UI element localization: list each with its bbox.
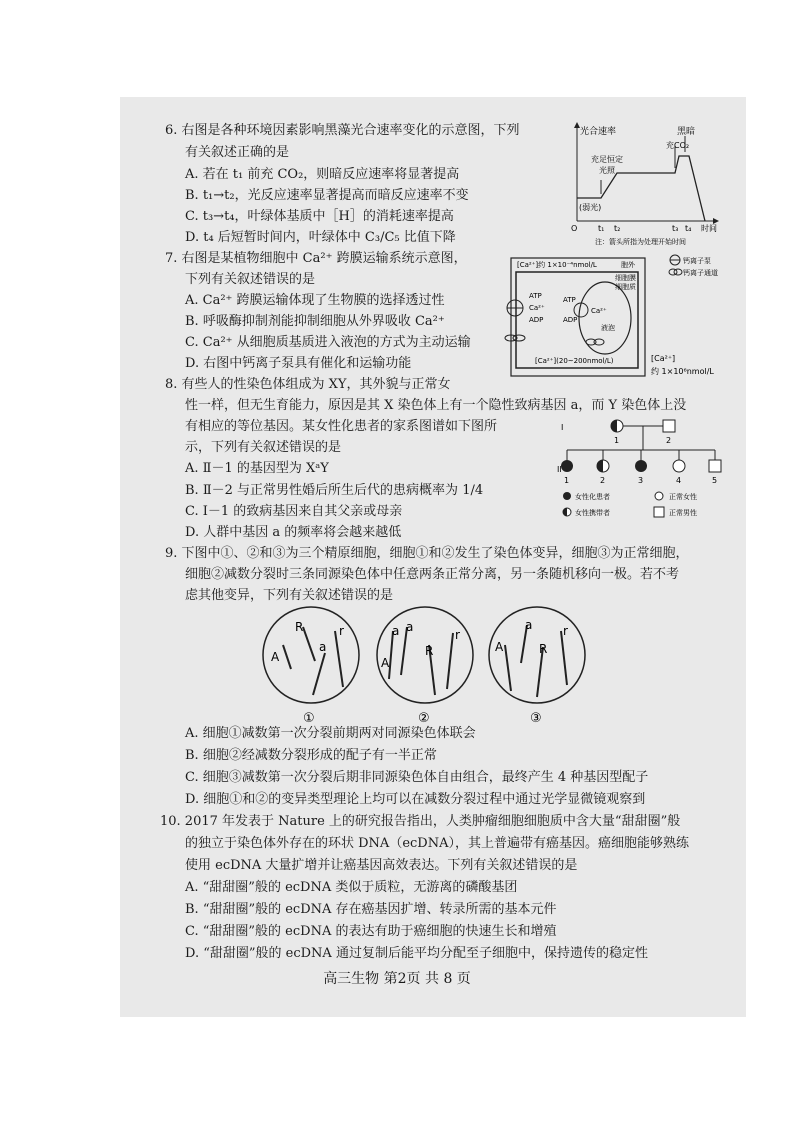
q8-stem-line3: 有相应的等位基因。某女性化患者的家系图谱如下图所 (185, 419, 498, 434)
q9-c2-a2: a (406, 620, 414, 634)
q6-co2-label: 充CO₂ (666, 141, 690, 150)
q9-c1-a: a (319, 640, 327, 654)
q8-legend-patient: 女性化患者 (575, 493, 610, 501)
q9-stem-line1: 9. 下图中①、②和③为三个精原细胞，细胞①和②发生了染色体变异，细胞③为正常细胞， (165, 546, 689, 561)
q9-c3-r: r (563, 624, 568, 638)
q8-stem-line1: 8. 有些人的性染色体组成为 XY，其外貌与正常女 (165, 377, 451, 392)
q7-membrane-label: 细胞膜 (615, 274, 636, 282)
q9-c2-r: r (455, 628, 460, 642)
q10-option-c: C. “甜甜圈”般的 ecDNA 的表达有助于癌细胞的快速生长和增殖 (185, 924, 557, 939)
q7-legend-pump: 钙离子泵 (683, 257, 711, 265)
q6-origin: O (571, 224, 578, 233)
q9-c2-A: A (381, 656, 390, 670)
q7-cytoplasm-label: 细胞质 (615, 283, 636, 291)
q6-note: 注：箭头所指为处理开始时间 (595, 238, 686, 246)
q10-option-b: B. “甜甜圈”般的 ecDNA 存在癌基因扩增、转录所需的基本元件 (185, 902, 557, 917)
q8-pedigree (555, 416, 735, 522)
q6-option-d: D. t₄ 后短暂时间内，叶绿体中 C₃/C₅ 比值下降 (185, 230, 456, 245)
q8-gen-2: II (557, 465, 562, 474)
q6-stem-line1: 6. 右图是各种环境因素影响黑藻光合速率变化的示意图，下列 (165, 123, 520, 138)
q6-stem-line2: 有关叙述正确的是 (185, 145, 290, 160)
q8-legend-normal-male: 正常男性 (669, 509, 697, 517)
q8-ii-4: 4 (676, 476, 682, 485)
q9-c1-r: r (339, 624, 344, 638)
q8-ii-2: 2 (600, 476, 606, 485)
q6-light-label-1: 充足恒定 (591, 155, 623, 164)
q9-c1-A: A (271, 650, 280, 664)
q7-ca-left: Ca²⁺ (529, 304, 545, 312)
q9-option-d: D. 细胞①和②的变异类型理论上均可以在减数分裂过程中通过光学显微镜观察到 (185, 792, 646, 807)
q7-right-conc-1: [Ca²⁺] (651, 354, 676, 363)
q8-option-d: D. 人群中基因 a 的频率将会越来越低 (185, 525, 402, 540)
page-footer: 高三生物 第2页 共 8 页 (323, 971, 471, 987)
q9-option-b: B. 细胞②经减数分裂形成的配子有一半正常 (185, 748, 437, 763)
q7-option-d: D. 右图中钙离子泵具有催化和运输功能 (185, 356, 412, 371)
q7-adp-left: ADP (529, 316, 544, 324)
q9-cell-1-label: ① (303, 711, 315, 725)
q10-stem-line1: 10. 2017 年发表于 Nature 上的研究报告指出，人类肿瘤细胞细胞质中含大量“甜甜圈”般 (160, 814, 681, 829)
q6-light-label-2: 光照 (599, 166, 615, 175)
q7-legend-channel: 钙离子通道 (683, 269, 718, 277)
q7-outside-label: 胞外 (621, 261, 635, 269)
q7-option-a: A. Ca²⁺ 跨膜运输体现了生物膜的选择透过性 (185, 293, 445, 308)
q6-option-c: C. t₃→t₄，叶绿体基质中［H］的消耗速率提高 (185, 209, 454, 224)
q7-stem-line2: 下列有关叙述错误的是 (185, 272, 316, 287)
q6-t3: t₃ (672, 224, 679, 233)
q8-ii-3: 3 (638, 476, 644, 485)
q8-i-2: 2 (666, 436, 672, 445)
q8-legend-carrier: 女性携带者 (575, 509, 610, 517)
q7-adp-right: ADP (563, 316, 578, 324)
q6-figure (565, 118, 740, 253)
q6-weak-label: (弱光) (579, 203, 602, 212)
q6-t4: t₄ (685, 224, 692, 233)
q9-stem-line2: 细胞②减数分裂时三条同源染色体中任意两条正常分离，另一条随机移向一极。若不考 (185, 567, 680, 582)
q7-ca-right: Ca²⁺ (591, 307, 607, 315)
q8-i-1: 1 (614, 436, 620, 445)
q9-cells-figure (255, 605, 595, 725)
q9-c3-R: R (539, 642, 548, 656)
q7-bottom-conc: [Ca²⁺](20~200nmol/L) (535, 357, 614, 365)
q7-atp-left: ATP (529, 292, 542, 300)
q9-cell-2-label: ② (418, 711, 430, 725)
q6-t2: t₂ (614, 224, 621, 233)
q9-c3-a: a (525, 618, 533, 632)
q9-c2-a1: a (392, 624, 400, 638)
q9-option-c: C. 细胞③减数第一次分裂后期非同源染色体自由组合，最终产生 4 种基因型配子 (185, 770, 649, 785)
q9-c1-R: R (295, 620, 304, 634)
q7-stem-line1: 7. 右图是某植物细胞中 Ca²⁺ 跨膜运输系统示意图， (165, 251, 467, 266)
q7-top-conc: [Ca²⁺]约 1×10⁻⁴nmol/L (517, 261, 597, 269)
q6-ylabel: 光合速率 (580, 127, 617, 137)
q6-time-label: 时间 (701, 224, 717, 233)
q10-option-a: A. “甜甜圈”般的 ecDNA 类似于质粒，无游离的磷酸基团 (185, 880, 518, 895)
q9-cell-3 (489, 607, 585, 703)
q8-legend-normal-female: 正常女性 (669, 493, 697, 501)
q7-right-conc-2: 约 1×10⁶nmol/L (651, 367, 714, 376)
q8-option-b: B. Ⅱ－2 与正常男性婚后所生后代的患病概率为 1/4 (185, 483, 484, 498)
q10-option-d: D. “甜甜圈”般的 ecDNA 通过复制后能平均分配至子细胞中，保持遗传的稳定性 (185, 946, 648, 961)
q6-option-b: B. t₁→t₂，光反应速率显著提高而暗反应速率不变 (185, 188, 469, 203)
q9-cell-3-label: ③ (530, 711, 542, 725)
q8-gen-1: I (561, 423, 564, 432)
q7-option-c: C. Ca²⁺ 从细胞质基质进入液泡的方式为主动运输 (185, 335, 471, 350)
q10-stem-line3: 使用 ecDNA 大量扩增并让癌基因高效表达。下列有关叙述错误的是 (185, 858, 578, 873)
q7-vacuole-label: 液泡 (601, 324, 615, 332)
q7-atp-right: ATP (563, 296, 576, 304)
q7-figure (495, 250, 735, 385)
q8-option-c: C. Ⅰ－1 的致病基因来自其父亲或母亲 (185, 504, 403, 519)
q9-c2-R: R (425, 644, 434, 658)
q8-option-a: A. Ⅱ－1 的基因型为 XᵃY (185, 461, 329, 476)
q10-stem-line2: 的独立于染色体外存在的环状 DNA（ecDNA），其上普遍带有癌基因。癌细胞能够熟练 (185, 836, 689, 851)
q6-option-a: A. 若在 t₁ 前充 CO₂，则暗反应速率将显著提高 (185, 167, 460, 182)
q6-dark-label: 黑暗 (677, 127, 696, 137)
q8-ii-5: 5 (712, 476, 718, 485)
q8-ii-1: 1 (564, 476, 570, 485)
q9-c3-A: A (495, 640, 504, 654)
q9-stem-line3: 虑其他变异，下列有关叙述错误的是 (185, 588, 394, 603)
q9-option-a: A. 细胞①减数第一次分裂前期两对同源染色体联会 (185, 726, 476, 741)
q8-stem-line4: 示，下列有关叙述错误的是 (185, 440, 342, 455)
q8-stem-line2: 性一样，但无生育能力，原因是其 X 染色体上有一个隐性致病基因 a，而 Y 染色体上没 (185, 398, 687, 413)
q7-legend-channel-icon (669, 269, 677, 275)
q6-t1: t₁ (598, 224, 605, 233)
q7-option-b: B. 呼吸酶抑制剂能抑制细胞从外界吸收 Ca²⁺ (185, 314, 445, 329)
